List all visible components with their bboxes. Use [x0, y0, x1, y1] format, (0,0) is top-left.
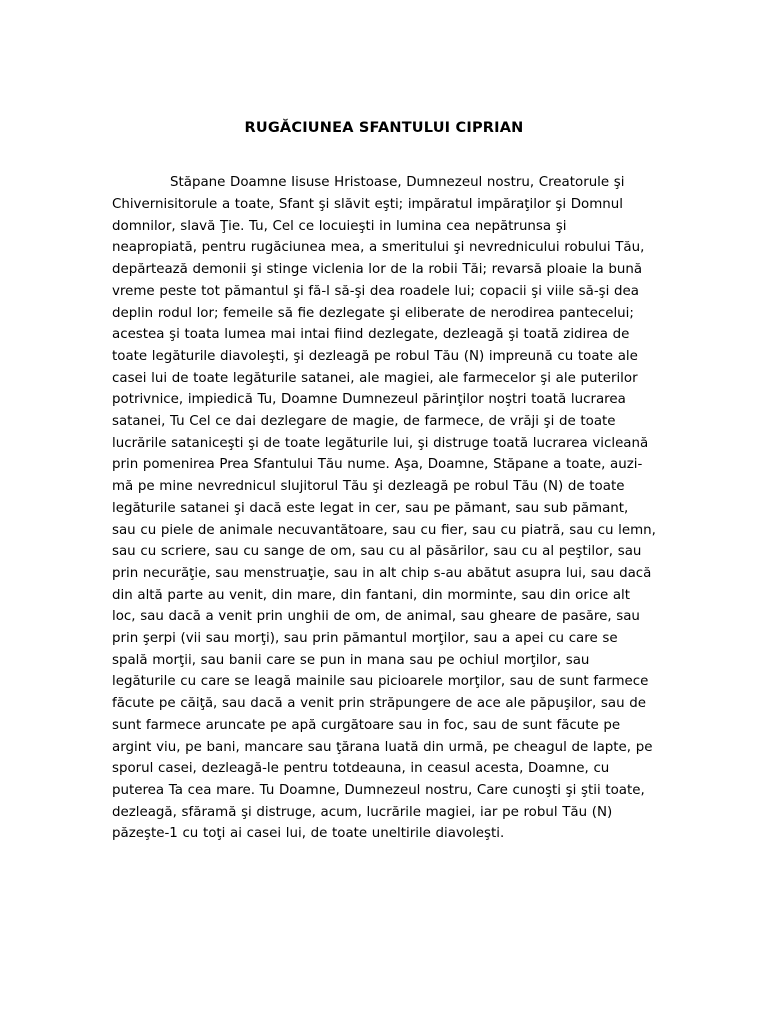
body-text-content: Stăpane Doamne Iisuse Hristoase, Dumnezeul nostru, Creatorule şi Chivernisitorule a toate, Sfant şi slăvit eşti; impăratul impăraţilor şi Domnul domnilor, slavă Ţie. Tu, Cel ce locuieşti in lumina cea nepătrunsa şi neapropiată, pentru rugăciunea mea, a smeritului şi nevrednicului robului Tău, depărtează demonii şi stinge viclenia lor de la robii Tăi; revarsă ploaie la bună vreme peste tot pămantul şi fă-l să-şi dea roadele lui; copacii şi viile să-şi dea deplin rodul lor; femeile să fie dezlegate şi eliberate de nerodirea pantecelui; acestea şi toata lumea mai intai fiind dezlegate, dezleagă şi toată zidirea de toate legăturile diavoleşti, şi dezleagă pe robul Tău (N) impreună cu toate ale casei lui de toate legăturile satanei, ale magiei, ale farmecelor şi ale puterilor potrivnice, impiedică Tu, Doamne Dumnezeul părinţilor noştri toată lucrarea satanei, Tu Cel ce dai dezlegare de magie, de farmece, de vrăji şi de toate lucrările sataniceşti şi de toate legăturile lui, şi distruge toată lucrarea vicleană prin pomenirea Prea Sfantului Tău nume. Aşa, Doamne, Stăpane a toate, auzi-mă pe mine nevrednicul slujitorul Tău şi dezleagă pe robul Tău (N) de toate legăturile satanei şi dacă este legat in cer, sau pe pămant, sau sub pămant, sau cu piele de animale necuvantătoare, sau cu fier, sau cu piatră, sau cu lemn, sau cu scriere, sau cu sange de om, sau cu al păsărilor, sau cu al peştilor, sau prin necurăţie, sau menstruaţie, sau in alt chip s-au abătut asupra lui, sau dacă din altă parte au venit, din mare, din fantani, din morminte, sau din orice alt loc, sau dacă a venit prin unghii de om, de animal, sau gheare de pasăre, sau prin şerpi (vii sau morţi), sau prin pămantul morţilor, sau a apei cu care se spală morţii, sau banii care se pun in mana sau pe ochiul morţilor, sau legăturile cu care se leagă mainile sau picioarele morţilor, sau de sunt farmece făcute pe căiţă, sau dacă a venit prin străpungere de ace ale păpuşilor, sau de sunt farmece aruncate pe apă curgătoare sau in foc, sau de sunt făcute pe argint viu, pe bani, mancare sau ţărana luată din urmă, pe cheagul de lapte, pe sporul casei, dezleagă-le pentru totdeauna, in ceasul acesta, Doamne, cu puterea Ta cea mare. Tu Doamne, Dumnezeul nostru, Care cunoşti şi ştii toate, dezleagă, sfăramă şi distruge, acum, lucrările magiei, iar pe robul Tău (N) păzeşte-1 cu toţi ai casei lui, de toate uneltirile diavoleşti.	[112, 175, 661, 842]
prayer-body-text	[112, 172, 661, 845]
page-title: RUGĂCIUNEA SFANTULUI CIPRIAN	[244, 120, 524, 136]
